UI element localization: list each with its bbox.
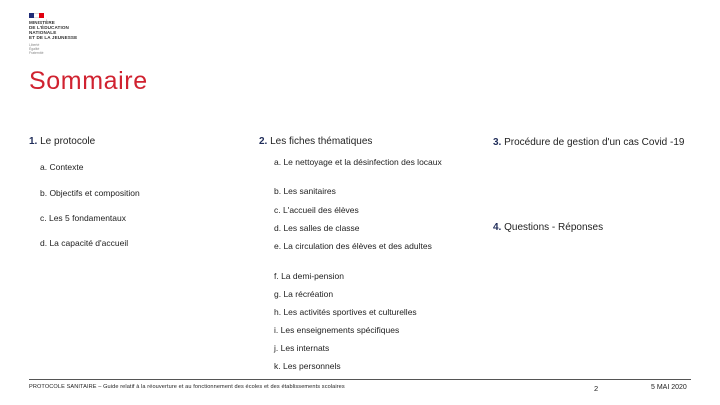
section-label: Questions - Réponses [504, 222, 604, 233]
toc-item[interactable]: g. La récréation [274, 289, 334, 299]
ministry-name [29, 20, 99, 40]
section-label: Les fiches thématiques [270, 136, 373, 147]
ministry-line: NATIONALE [29, 30, 57, 35]
motto-line: Fraternité [29, 51, 44, 55]
toc-item[interactable]: b. Les sanitaires [274, 186, 336, 196]
toc-item[interactable]: f. La demi-pension [274, 271, 344, 281]
motto-line: Liberté [29, 43, 40, 47]
motto-line: Égalité [29, 47, 40, 51]
toc-item[interactable]: i. Les enseignements spécifiques [274, 325, 400, 335]
section-number: 3. [493, 137, 502, 148]
toc-item[interactable]: b. Objectifs et composition [40, 188, 140, 198]
section-heading-4[interactable] [493, 222, 603, 233]
section-label: Procédure de gestion d'un cas Covid -19 [504, 137, 685, 148]
toc-item[interactable]: a. Contexte [40, 162, 84, 172]
toc-item[interactable]: j. Les internats [274, 343, 330, 353]
ministry-line: ET DE LA JEUNESSE [29, 35, 78, 40]
section-heading-3[interactable] [493, 137, 693, 148]
toc-item[interactable]: c. L'accueil des élèves [274, 205, 359, 215]
section-heading-1[interactable] [29, 136, 95, 147]
footer-date: 5 MAI 2020 [651, 384, 687, 391]
toc-item[interactable]: h. Les activités sportives et culturelles [274, 307, 417, 317]
page-title: Sommaire [29, 67, 148, 95]
ministry-logo [29, 13, 99, 55]
toc-item[interactable]: d. Les salles de classe [274, 223, 360, 233]
ministry-line: DE L'ÉDUCATION [29, 25, 69, 30]
toc-item[interactable]: d. La capacité d'accueil [40, 238, 129, 248]
toc-item[interactable]: e. La circulation des élèves et des adultes [274, 241, 432, 251]
section-number: 4. [493, 222, 502, 233]
ministry-line: MINISTÈRE [29, 20, 55, 25]
section-number: 1. [29, 136, 38, 147]
page-number: 2 [594, 384, 599, 393]
footer-divider [29, 379, 691, 380]
flag-icon [29, 13, 44, 18]
toc-item[interactable]: a. Le nettoyage et la désinfection des locaux [274, 157, 442, 167]
footer-text: PROTOCOLE SANITAIRE – Guide relatif à la réouverture et au fonctionnement des écoles et des établissements scolaires [29, 384, 345, 390]
section-heading-2[interactable] [259, 136, 372, 147]
section-label: Le protocole [40, 136, 96, 147]
motto [29, 43, 99, 55]
toc-item[interactable]: c. Les 5 fondamentaux [40, 213, 127, 223]
toc-item[interactable]: k. Les personnels [274, 361, 341, 371]
section-number: 2. [259, 136, 268, 147]
